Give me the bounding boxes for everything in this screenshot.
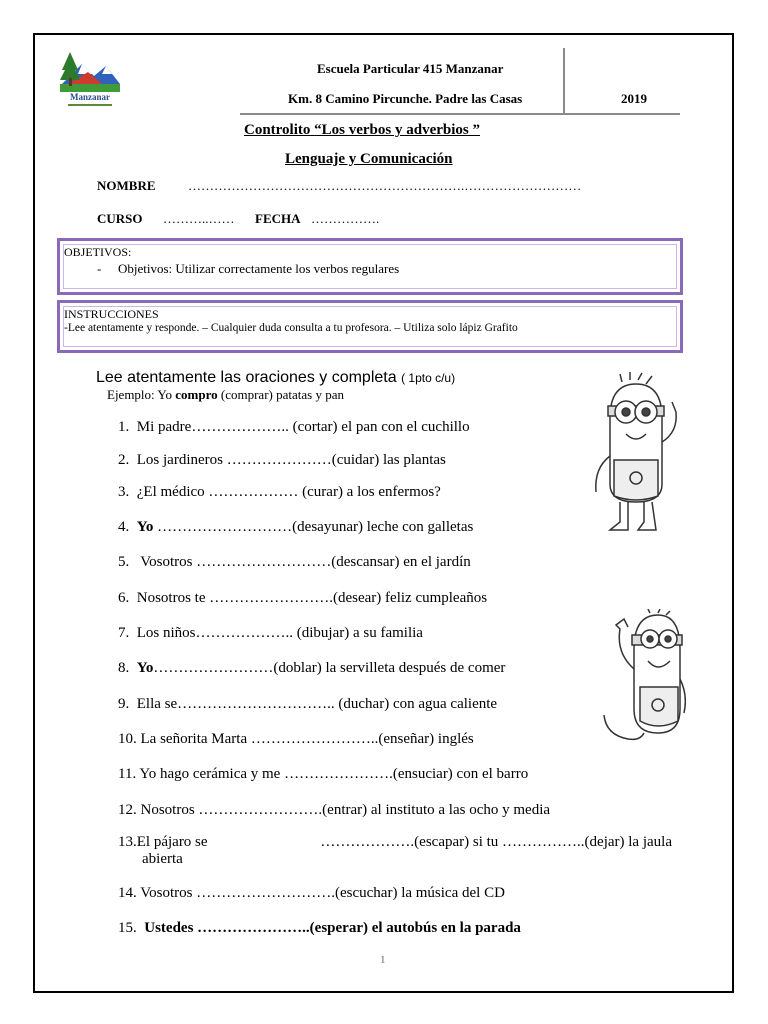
quiz-title-prefix: Controlito [244,122,311,138]
course-field[interactable]: ………..…… [163,211,235,226]
instructions-title: INSTRUCCIONES [64,307,159,321]
answer-blank[interactable]: ………………….(ensuciar) con el barro [280,766,529,782]
school-address: Km. 8 Camino Pircunche. Padre las Casas [288,91,523,106]
exercise-item: 12. Nosotros …………………….(entrar) al instituto a las ocho y media [118,802,551,818]
school-year: 2019 [621,91,647,106]
answer-blank[interactable]: ……………………..(enseñar) inglés [247,731,474,747]
example-verb: compro [175,387,218,402]
answer-blank[interactable]: ……………….. (cortar) el pan con el cuchillo [191,419,470,435]
example-rest: (comprar) patatas y pan [220,387,344,402]
exercise-item: 13.El pájaro se ……………….(escapar) si tu ……………..(dejar) la jaula [118,834,672,850]
answer-blank[interactable]: …………………..(esperar) el autobús en la parada [193,920,521,936]
exercise-item: 6. Nosotros te …………………….(desear) feliz cumpleaños [118,590,488,606]
date-field[interactable]: ……………. [311,211,380,226]
answer-blank[interactable]: ………………………….. (duchar) con agua caliente [177,696,498,712]
quiz-title-name: “Los verbos y adverbios ” [314,122,480,138]
exercise-item: 14. Vosotros ……………………….(escuchar) la música del CD [118,885,505,901]
exercise-item-continuation: abierta [142,851,183,867]
course-label: CURSO [97,211,143,226]
exercise-points: ( 1pto c/u) [401,371,456,385]
quiz-title [244,122,480,139]
school-logo [58,52,122,110]
objectives-text: Objetivos: Utilizar correctamente los verbos regulares [118,261,400,276]
example-line [107,387,344,403]
exercise-item: 10. La señorita Marta ……………………..(enseñar) inglés [118,731,474,747]
exercise-heading [96,369,455,387]
minion-cartoon-icon [600,609,686,749]
answer-blank[interactable]: ……………………(doblar) la servilleta después de comer [153,660,506,676]
exercise-item: 4. Yo ………………………(desayunar) leche con galletas [118,519,474,535]
exercise-item: 3. ¿El médico ……………… (curar) a los enfermos? [118,484,441,500]
answer-blank[interactable]: ……………….. (dibujar) a su familia [195,625,423,641]
exercise-item: 9. Ella se………………………….. (duchar) con agua caliente [118,696,498,712]
exercise-heading-text: Lee atentamente las oraciones y completa [96,369,397,386]
page-number: 1 [380,954,386,966]
exercise-item: 15. Ustedes …………………..(esperar) el autobús en la parada [118,920,521,936]
name-label: NOMBRE [97,178,156,193]
subject-title: Lenguaje y Comunicación [285,151,453,167]
answer-blank[interactable]: …………………….(desear) feliz cumpleaños [205,590,488,606]
logo-text: Manzanar [70,92,110,102]
exercise-item: 1. Mi padre……………….. (cortar) el pan con el cuchillo [118,419,470,435]
answer-blank[interactable]: …………………(cuidar) las plantas [222,452,446,468]
minion-cartoon-icon [582,372,686,538]
school-name: Escuela Particular 415 Manzanar [317,61,504,76]
name-field[interactable]: ……………………………………………………….……………………… [188,178,582,193]
header-divider-horizontal [240,113,680,115]
answer-blank[interactable]: …………………….(entrar) al instituto a las ocho y media [194,802,551,818]
date-label: FECHA [255,211,301,226]
instructions-text: -Lee atentamente y responde. – Cualquier duda consulta a tu profesora. – Utiliza solo lápiz Grafito [64,322,518,334]
exercise-item: 2. Los jardineros …………………(cuidar) las plantas [118,452,446,468]
answer-blank[interactable]: ………………………(desayunar) leche con galletas [153,519,474,535]
header-divider-vertical [563,48,565,114]
objectives-bullet: - [97,261,102,276]
answer-blank[interactable]: ……………… (curar) a los enfermos? [204,484,441,500]
answer-blank[interactable]: ……………….(escapar) si tu ……………..(dejar) la jaula [320,834,672,850]
exercise-item: 7. Los niños……………….. (dibujar) a su familia [118,625,423,641]
example-prefix: Ejemplo: Yo [107,387,173,402]
answer-blank[interactable]: ………………………(descansar) en el jardín [192,554,471,570]
exercise-item: 5. Vosotros ………………………(descansar) en el jardín [118,554,471,570]
answer-blank[interactable]: ……………………….(escuchar) la música del CD [192,885,505,901]
objectives-title: OBJETIVOS: [64,245,132,259]
exercise-item: 8. Yo……………………(doblar) la servilleta después de comer [118,660,506,676]
exercise-item: 11. Yo hago cerámica y me ………………….(ensuciar) con el barro [118,766,529,782]
